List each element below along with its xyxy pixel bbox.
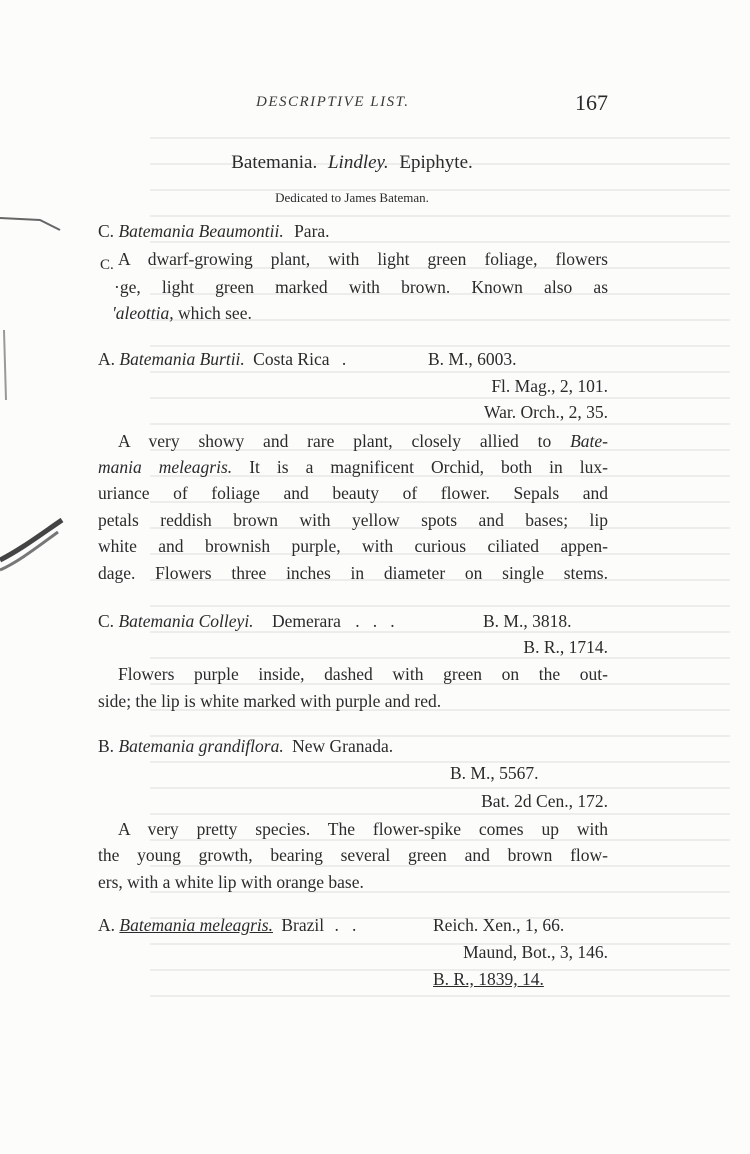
- entry-name-group: [98, 912, 356, 938]
- locality: Demerara: [271, 611, 341, 631]
- entry-heading-beaumontii: [98, 218, 608, 244]
- species-name: Batemania meleagris.: [119, 915, 273, 935]
- description-line: [118, 428, 608, 454]
- reference-citation: B. M., 3818.: [483, 611, 572, 631]
- grade-label: C.: [98, 221, 115, 241]
- reference-citation: Maund, Bot., 3, 146.: [463, 942, 608, 962]
- grade-label: A.: [98, 349, 116, 369]
- reference-citation: War. Orch., 2, 35.: [484, 402, 608, 422]
- description-line: ers, with a white lip with orange base.: [98, 872, 364, 892]
- reference-citation: Bat. 2d Cen., 172.: [481, 791, 608, 811]
- description-text: A very showy and rare plant, closely allied to: [118, 431, 552, 451]
- description-line: the young growth, bearing several green and brown flow-: [98, 845, 608, 865]
- description-line: petals reddish brown with yellow spots and bases; lip: [98, 510, 608, 530]
- description-line: uriance of foliage and beauty of flower. Sepals and: [98, 483, 608, 503]
- description-line: dage. Flowers three inches in diameter on single stems.: [98, 563, 608, 583]
- species-name: Batemania grandiflora.: [118, 736, 284, 756]
- genus-heading: [96, 152, 608, 174]
- leader-dots: . . .: [355, 611, 395, 631]
- reference-citation: Fl. Mag., 2, 101.: [491, 376, 608, 396]
- description-line: A very pretty species. The flower-spike comes up with: [118, 819, 608, 839]
- reference-citation: B. M., 6003.: [428, 349, 517, 369]
- description-line: white and brownish purple, with curious ciliated appen-: [98, 536, 608, 556]
- entry-name-group: [98, 346, 346, 372]
- dedication-line: Dedicated to James Bateman.: [275, 190, 429, 205]
- locality: New Granada.: [292, 736, 394, 756]
- page-header: [96, 90, 608, 120]
- margin-mark: C.: [100, 257, 114, 273]
- genus-author: Lindley.: [327, 152, 389, 173]
- reference-citation: B. M., 5567.: [450, 763, 539, 783]
- description-line: [98, 454, 608, 480]
- description-line: side; the lip is white marked with purple and red.: [98, 691, 442, 711]
- cross-reference-name: 'aleottia,: [112, 303, 174, 323]
- species-name: Batemania Beaumontii.: [118, 221, 284, 241]
- description-line: A dwarf-growing plant, with light green foliage, flowers: [118, 249, 608, 269]
- grade-label: C.: [98, 611, 115, 631]
- leader-dots: .: [341, 349, 347, 369]
- description-line: ·ge, light green marked with brown. Known also as: [114, 277, 608, 297]
- page-number: 167: [575, 90, 608, 115]
- locality: Brazil: [281, 915, 325, 935]
- locality: Costa Rica: [253, 349, 330, 369]
- description-text: which see.: [177, 303, 252, 323]
- description-italic: mania meleagris.: [98, 457, 233, 477]
- genus-habit: Epiphyte.: [399, 152, 473, 173]
- description-line: Flowers purple inside, dashed with green on the out-: [118, 664, 608, 684]
- description-text: It is a magnificent Orchid, both in lux-: [249, 457, 608, 477]
- reference-citation: Reich. Xen., 1, 66.: [433, 915, 565, 935]
- description-line: [112, 300, 622, 326]
- genus-name: Batemania.: [231, 152, 318, 173]
- species-name: Batemania Burtii.: [119, 349, 245, 369]
- description-italic: Bate-: [570, 431, 609, 451]
- grade-label: B.: [98, 736, 115, 756]
- entry-heading-grandiflora: [98, 733, 608, 759]
- page-edge-artifact: [0, 200, 80, 620]
- reference-citation: B. R., 1839, 14.: [433, 969, 544, 989]
- running-head: DESCRIPTIVE LIST.: [256, 94, 410, 110]
- grade-label: A.: [98, 915, 116, 935]
- reference-citation: B. R., 1714.: [523, 637, 608, 657]
- entry-name-group: [98, 608, 395, 634]
- species-name: Batemania Colleyi.: [118, 611, 254, 631]
- leader-dots: . .: [334, 915, 357, 935]
- locality: Para.: [294, 221, 330, 241]
